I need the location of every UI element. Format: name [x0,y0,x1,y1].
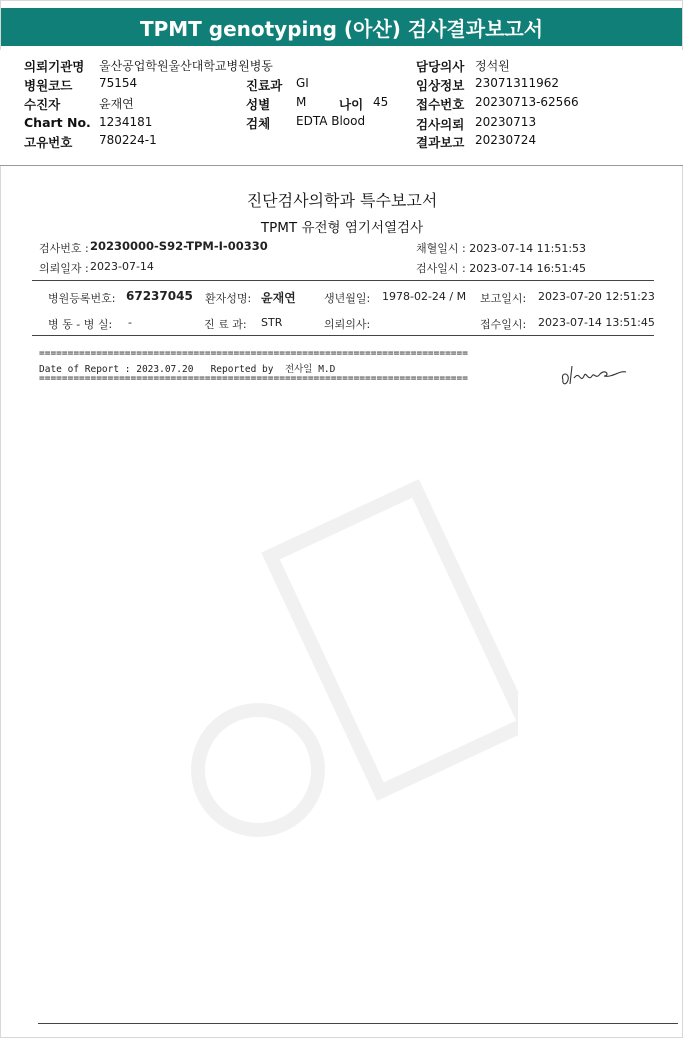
request-label: 검사의뢰 [416,117,465,132]
chart-label: Chart No. [24,115,91,130]
request-info-panel [0,50,683,166]
ward-label: 병 동 - 병 실: [48,318,113,331]
age-value: 45 [373,95,389,109]
collector-value: 윤재연 [99,97,134,111]
receipt-label: 접수번호 [416,97,465,112]
dept-value: GI [296,76,309,90]
institution-value: 울산공업학원울산대학교병원병동 [99,59,273,73]
test-no-label: 검사번호 : [39,242,89,255]
doctor-value: 정석원 [475,59,510,73]
report-time-value: 2023-07-20 12:51:23 [538,290,655,303]
sex-label: 성별 [246,97,271,112]
table-bottom-rule [32,335,654,336]
request-value: 20230713 [475,115,537,129]
result-value: 20230724 [475,133,537,147]
hospital-code-label: 병원코드 [24,78,73,93]
dept2-label: 진 료 과: [204,318,247,331]
hospital-code-value: 75154 [99,76,138,90]
report-footer-line: Date of Report : 2023.07.20 Reported by 전사일 M.D [39,364,336,375]
clinical-value: 23071311962 [475,76,559,90]
report-time-label: 보고일시: [480,292,527,305]
sex-value: M [296,95,307,109]
table-top-rule [32,280,654,281]
patient-label: 환자성명: [205,292,252,305]
receipt-time-label: 접수일시: [480,318,527,331]
dept-label: 진료과 [246,78,283,93]
specimen-label: 검체 [246,116,271,131]
doctor-signature [560,360,630,390]
separator-top: =========================================================================== [39,348,468,359]
patient-value: 윤재연 [261,291,296,305]
uid-label: 고유번호 [24,135,73,150]
ward-value: - [128,316,132,329]
test-title: TPMT 유전형 염기서열검사 [260,220,424,236]
specimen-value: EDTA Blood [296,114,366,128]
chart-value: 1234181 [99,115,153,129]
req-doctor-label: 의뢰의사: [324,318,371,331]
report-title: TPMT genotyping (아산) 검사결과보고서 [1,8,682,46]
reg-no-value: 67237045 [126,289,193,303]
dept-report-title: 진단검사의학과 특수보고서 [246,191,438,210]
separator-bottom: =========================================================================== [39,373,468,384]
collect-time: 채혈일시 : 2023-07-14 11:51:53 [416,242,587,255]
hospital-watermark-logo [158,470,518,870]
receipt-value: 20230713-62566 [475,95,579,109]
test-time: 검사일시 : 2023-07-14 16:51:45 [416,262,587,275]
dept2-value: STR [261,316,283,329]
clinical-label: 임상정보 [416,78,465,93]
birth-value: 1978-02-24 / M [382,290,467,303]
result-label: 결과보고 [416,135,465,150]
page-bottom-rule [38,1023,678,1024]
request-date-value: 2023-07-14 [90,260,154,273]
request-date-label: 의뢰일자 : [39,262,89,275]
birth-label: 생년월일: [324,292,371,305]
doctor-label: 담당의사 [416,59,465,74]
scanned-report [8,170,676,1027]
institution-label: 의뢰기관명 [24,59,85,74]
collector-label: 수진자 [24,97,61,112]
reg-no-label: 병원등록번호: [48,292,116,305]
receipt-time-value: 2023-07-14 13:51:45 [538,316,655,329]
age-label: 나이 [339,97,364,112]
uid-value: 780224-1 [99,133,157,147]
test-no-value: 20230000-S92-TPM-I-00330 [90,239,268,253]
